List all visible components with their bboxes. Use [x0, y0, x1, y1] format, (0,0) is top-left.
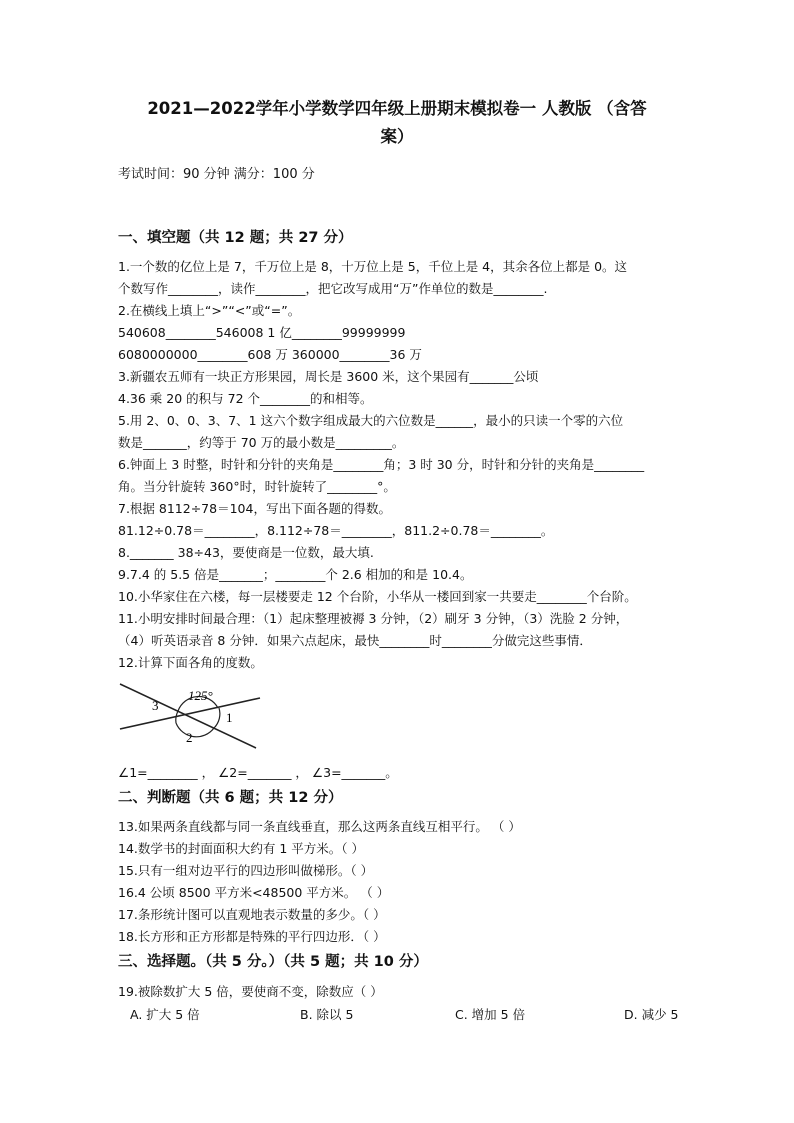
question-line: 3.新疆农五师有一块正方形果园，周长是 3600 米，这个果园有_______公顷	[118, 369, 539, 384]
question-line: 81.12÷0.78＝________，8.112÷78＝________，811.2÷0.78＝________。	[118, 523, 554, 538]
question-line: 6080000000________608 万 360000________36 万	[118, 347, 422, 362]
question-line: 12.计算下面各角的度数。	[118, 655, 263, 670]
judge-question: 13.如果两条直线都与同一条直线垂直，那么这两条直线互相平行。 （ ）	[118, 819, 521, 834]
angle-arc-1	[214, 708, 220, 728]
judge-question: 16.4 公顷 8500 平方米<48500 平方米。 （ ）	[118, 885, 390, 900]
angle-label-1: 1	[226, 710, 233, 725]
judge-question: 14.数学书的封面面积大约有 1 平方米。（ ）	[118, 841, 365, 856]
exam-meta: 考试时间：90 分钟 满分：100 分	[118, 167, 315, 182]
question-line: 9.7.4 的 5.5 倍是_______；________个 2.6 相加的和是 10.4。	[118, 567, 473, 582]
question-line: （4）听英语录音 8 分钟．如果六点起床，最快________时________分做完这些事情．	[118, 633, 592, 648]
option-a[interactable]: A. 扩大 5 倍	[130, 1007, 200, 1022]
question-line: 10.小华家住在六楼，每一层楼要走 12 个台阶，小华从一楼回到家一共要走________个台阶。	[118, 589, 637, 604]
judge-question: 18.长方形和正方形都是特殊的平行四边形．（ ）	[118, 929, 386, 944]
question-line: 5.用 2、0、0、3、7、1 这六个数字组成最大的六位数是______，最小的只读一个零的六位	[118, 413, 624, 428]
question-line: 6.钟面上 3 时整，时针和分针的夹角是________角；3 时 30 分，时针和分针的夹角是________	[118, 457, 645, 472]
judge-question: 15.只有一组对边平行的四边形叫做梯形。（ ）	[118, 863, 374, 878]
question-line: 数是_______，约等于 70 万的最小数是_________。	[118, 435, 405, 450]
section-judge-heading: 二、判断题（共 6 题；共 12 分）	[118, 790, 343, 806]
question-line: 4.36 乘 20 的积与 72 个________的和相等。	[118, 391, 373, 406]
document-title	[110, 95, 684, 151]
question-line: 角。当分针旋转 360°时，时针旋转了________°。	[118, 479, 396, 494]
angle-label-2: 2	[186, 730, 193, 745]
question-line: 7.根据 8112÷78＝104，写出下面各题的得数。	[118, 501, 391, 516]
question-line: 11.小明安排时间最合理：（1）起床整理被褥 3 分钟，（2）刷牙 3 分钟，（3）洗脸 2 分钟，	[118, 611, 629, 626]
angle-label-3: 3	[152, 698, 159, 713]
option-b[interactable]: B. 除以 5	[300, 1007, 354, 1022]
option-d[interactable]: D. 减少 5	[624, 1007, 679, 1022]
angle-figure	[118, 676, 268, 756]
choice-question: 19.被除数扩大 5 倍，要使商不变，除数应（ ）	[118, 984, 383, 999]
section-fill-blank-heading: 一、填空题（共 12 题；共 27 分）	[118, 230, 353, 246]
title-line-1: 2021—2022学年小学数学四年级上册期末模拟卷一 人教版 （含答	[147, 99, 647, 118]
angle-answer-line: ∠1=________ ， ∠2=_______ ， ∠3=_______。	[118, 765, 398, 780]
judge-question: 17.条形统计图可以直观地表示数量的多少。（ ）	[118, 907, 386, 922]
angle-label-125: 125°	[188, 688, 213, 703]
title-line-2: 案）	[380, 127, 414, 146]
section-choice-heading: 三、选择题。（共 5 分。）（共 5 题；共 10 分）	[118, 954, 428, 970]
question-line: 个数写作________，读作________，把它改写成用“万”作单位的数是________.	[118, 281, 548, 296]
question-line: 2.在横线上填上“>”“<”或“=”。	[118, 303, 301, 318]
question-line: 8._______ 38÷43，要使商是一位数，最大填.	[118, 545, 374, 560]
question-line: 540608________546008 1 亿________99999999	[118, 325, 406, 340]
option-c[interactable]: C. 增加 5 倍	[455, 1007, 526, 1022]
question-line: 1.一个数的亿位上是 7，千万位上是 8，十万位上是 5，千位上是 4，其余各位上都是 0。这	[118, 259, 628, 274]
